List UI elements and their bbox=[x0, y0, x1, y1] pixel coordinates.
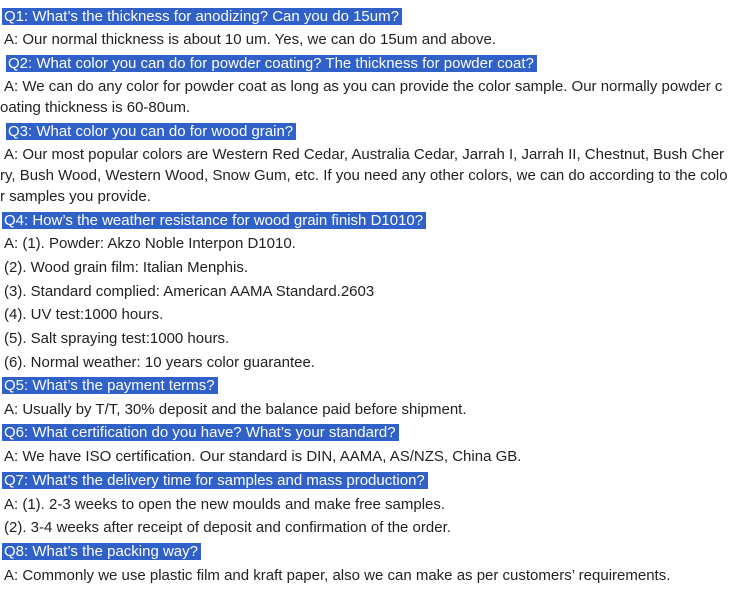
faq-answer-4-item-6: (6). Normal weather: 10 years color guarantee. bbox=[4, 354, 315, 371]
faq-answer-6: A: We have ISO certification. Our standard is DIN, AAMA, AS/NZS, China GB. bbox=[4, 448, 522, 465]
faq-question-5-row bbox=[2, 375, 218, 397]
faq-question-6-row bbox=[2, 422, 399, 444]
faq-question-6: Q6: What certification do you have? What’s your standard? bbox=[2, 424, 399, 441]
faq-answer-7-item-1: A: (1). 2-3 weeks to open the new moulds and make free samples. bbox=[4, 496, 446, 513]
faq-question-4-row bbox=[2, 210, 426, 232]
faq-answer-4-item-4: (4). UV test:1000 hours. bbox=[4, 306, 164, 323]
faq-answer-2-line-2: oating thickness is 60-80um. bbox=[0, 99, 191, 116]
faq-answer-4-item-5: (5). Salt spraying test:1000 hours. bbox=[4, 330, 230, 347]
faq-question-3-row bbox=[6, 121, 296, 143]
faq-question-1: Q1: What’s the thickness for anodizing? Can you do 15um? bbox=[2, 8, 402, 25]
faq-answer-3-line-3: r samples you provide. bbox=[0, 188, 151, 205]
faq-question-7: Q7: What’s the delivery time for samples and mass production? bbox=[2, 472, 428, 489]
faq-question-8-row bbox=[2, 541, 201, 563]
faq-answer-4-item-3: (3). Standard complied: American AAMA Standard.2603 bbox=[4, 283, 375, 300]
faq-answer-7-item-2: (2). 3-4 weeks after receipt of deposit and confirmation of the order. bbox=[4, 519, 451, 536]
faq-question-8: Q8: What’s the packing way? bbox=[2, 543, 201, 560]
faq-question-3: Q3: What color you can do for wood grain? bbox=[6, 123, 296, 140]
faq-answer-5: A: Usually by T/T, 30% deposit and the balance paid before shipment. bbox=[4, 401, 467, 418]
faq-question-2: Q2: What color you can do for powder coating? The thickness for powder coat? bbox=[6, 55, 537, 72]
faq-answer-2-line-1: A: We can do any color for powder coat as long as you can provide the color sample. Our normally powder c bbox=[4, 78, 723, 95]
faq-question-4: Q4: How’s the weather resistance for wood grain finish D1010? bbox=[2, 212, 426, 229]
faq-question-5: Q5: What’s the payment terms? bbox=[2, 377, 218, 394]
faq-answer-1: A: Our normal thickness is about 10 um. Yes, we can do 15um and above. bbox=[4, 31, 496, 48]
faq-question-1-row bbox=[2, 6, 402, 28]
faq-answer-3-line-2: ry, Bush Wood, Western Wood, Snow Gum, etc. If you need any other colors, we can do according to the colo bbox=[0, 167, 728, 184]
faq-answer-4-item-1: A: (1). Powder: Akzo Noble Interpon D1010. bbox=[4, 235, 296, 252]
faq-answer-4-item-2: (2). Wood grain film: Italian Menphis. bbox=[4, 259, 248, 276]
faq-answer-8: A: Commonly we use plastic film and kraft paper, also we can make as per customers’ requirements. bbox=[4, 567, 671, 584]
faq-question-7-row bbox=[2, 470, 428, 492]
faq-question-2-row bbox=[6, 53, 537, 75]
faq-answer-3-line-1: A: Our most popular colors are Western Red Cedar, Australia Cedar, Jarrah I, Jarrah II, Chestnut, Bush Cher bbox=[4, 146, 725, 163]
